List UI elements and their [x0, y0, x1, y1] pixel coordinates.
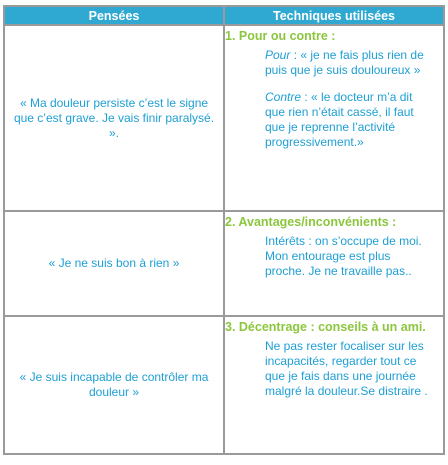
table-row — [4, 211, 444, 316]
thought-cell: « Ma douleur persiste c’est le signe que c’est grave. Je vais finir paralysé. ». — [4, 25, 224, 211]
pour-text: : « je ne fais plus rien de puis que je suis douloureux » — [265, 48, 424, 77]
technique-cell — [224, 211, 444, 316]
contre-text: : « le docteur m’a dit que rien n’était cassé, il faut que je reprenne l’activité progressivement.» — [265, 90, 414, 149]
technique-paragraph: Intérêts : on s’occupe de moi. Mon entourage est plus proche. Je ne travaille pas.. — [265, 234, 422, 278]
contre-label: Contre — [265, 90, 302, 104]
technique-cell — [224, 25, 444, 211]
technique-cell — [224, 316, 444, 454]
thought-cell: « Je ne suis bon à rien » — [4, 211, 224, 316]
technique-body — [225, 44, 443, 156]
thought-cell: « Je suis incapable de contrôler ma douleur » — [4, 316, 224, 454]
header-techniques: Techniques utilisées — [224, 6, 444, 25]
technique-title: 2. Avantages/inconvénients : — [225, 215, 397, 229]
technique-title: 3. Décentrage : conseils à un ami. — [225, 320, 426, 334]
header-row — [4, 6, 444, 25]
technique-body — [225, 230, 443, 285]
header-pensees: Pensées — [4, 6, 224, 25]
techniques-table — [3, 5, 445, 455]
table-row — [4, 316, 444, 454]
technique-title: 1. Pour ou contre : — [225, 29, 336, 43]
technique-paragraph: Ne pas rester focaliser sur les incapacités, regarder tout ce que je fais dans une journée malgré la douleur.Se distraire . — [265, 339, 428, 398]
technique-paragraph — [265, 90, 433, 150]
technique-body — [225, 335, 443, 405]
table-row — [4, 25, 444, 211]
techniques-table-container — [3, 5, 445, 455]
technique-paragraph — [265, 48, 433, 78]
pour-label: Pour — [265, 48, 291, 62]
